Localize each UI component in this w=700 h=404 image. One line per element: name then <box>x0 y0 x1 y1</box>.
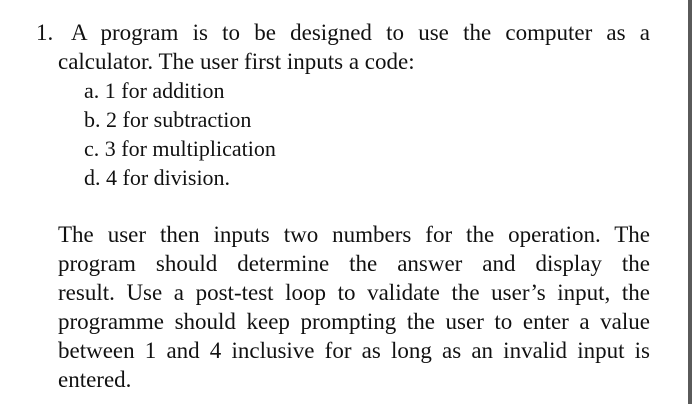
option-c: c. 3 for multiplication <box>84 136 276 161</box>
paragraph-line-1: The user then inputs two numbers for the operation. The <box>58 222 650 247</box>
question-number: 1. <box>36 20 54 45</box>
paragraph-line-4: programme should keep prompting the user to enter a value <box>58 309 650 334</box>
option-a: a. 1 for addition <box>84 78 225 103</box>
paragraph-line-5: between 1 and 4 inclusive for as long as an invalid input is <box>58 338 650 363</box>
option-d: d. 4 for division. <box>84 165 231 190</box>
question-intro-line-2: calculator. The user first inputs a code: <box>58 49 415 74</box>
question-intro-text-1: A program is to be designed to use the computer as a <box>70 20 650 45</box>
option-b: b. 2 for subtraction <box>84 107 252 132</box>
page-edge-divider <box>688 0 692 404</box>
paragraph-line-3: result. Use a post-test loop to validate the user’s input, the <box>58 280 650 305</box>
question-intro-line-1 <box>36 18 650 47</box>
paragraph-line-2: program should determine the answer and display the <box>58 251 650 276</box>
paragraph-line-6: entered. <box>58 367 132 392</box>
